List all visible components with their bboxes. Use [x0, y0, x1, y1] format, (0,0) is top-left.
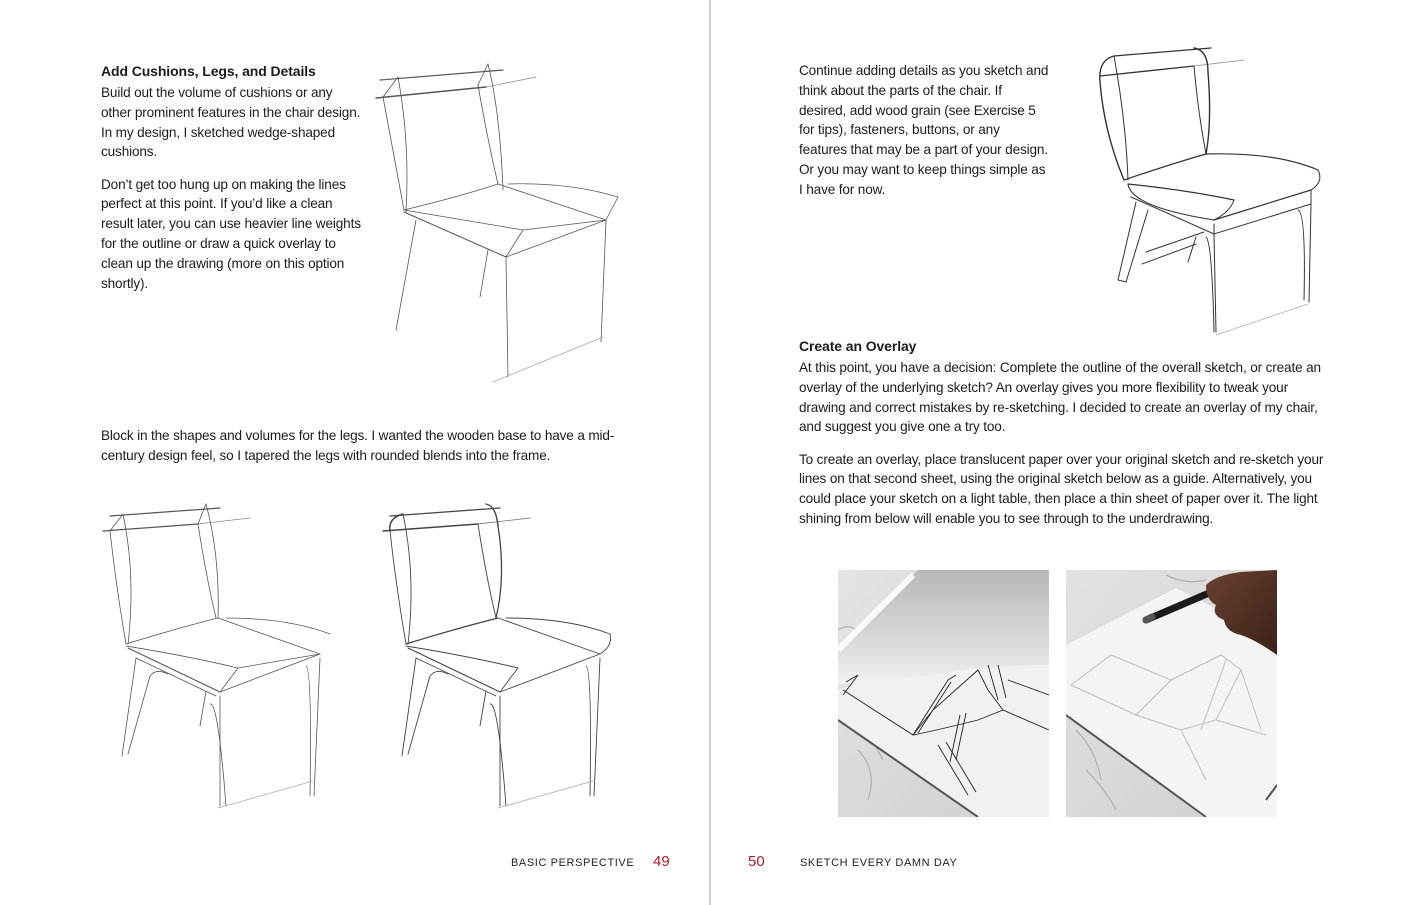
paragraph-continue-details: Continue adding details as you sketch and think about the parts of the chair. If desired, add wood grain (see Exercise 5 for tips), fasteners, buttons, or any features that may be a part of your design. Or you may want to keep things simple as I have for now. [799, 63, 1049, 197]
chair-sketch-legs-1 [98, 496, 343, 811]
chair-sketch-cushions [368, 52, 648, 387]
chair-sketch-detailed [1086, 42, 1341, 340]
running-head-left: BASIC PERSPECTIVE [511, 857, 635, 869]
photo-translucent-overlay [838, 570, 1049, 817]
chair-sketch-legs-2 [378, 496, 623, 811]
paragraph-legs: Block in the shapes and volumes for the legs. I wanted the wooden base to have a mid-century design feel, so I tapered the legs with rounded blends into the frame. [101, 428, 615, 463]
section-create-overlay [799, 335, 1329, 541]
page-number-right: 50 [748, 853, 765, 870]
section-continue-details [799, 61, 1049, 212]
right-page [711, 0, 1413, 905]
paragraph-cushions-2: Don’t get too hung up on making the lines perfect at this point. If you’d like a clean result later, you can use heavier line weights for the outline or draw a quick overlay to clean up the drawing (more on this option shortly). [101, 176, 361, 291]
photo-hand-tracing [1066, 570, 1277, 817]
paragraph-cushions-1: Build out the volume of cushions or any other prominent features in the chair design. In my design, I sketched wedge-shaped cushions. [101, 85, 361, 160]
running-head-right: SKETCH EVERY DAMN DAY [800, 857, 958, 869]
paragraph-overlay-2: To create an overlay, place translucent paper over your original sketch and re-sketch your lines on that second sheet, using the original sketch below as a guide. Alternatively, you could place your sketch on a light table, then place a thin sheet of paper over it. The light shining from below will enable you to see through to the underdrawing. [799, 451, 1324, 527]
heading-create-overlay: Create an Overlay [799, 338, 917, 354]
section-add-cushions [101, 60, 361, 306]
paragraph-overlay-1: At this point, you have a decision: Complete the outline of the overall sketch, or create an overlay of the underlying sketch? An overlay gives you more flexibility to tweak your drawing and correct mistakes by re-sketching. I decided to create an overlay of my chair, and suggest you give one a try too. [799, 360, 1321, 435]
heading-add-cushions: Add Cushions, Legs, and Details [101, 63, 316, 79]
section-legs [101, 426, 621, 478]
page-number-left: 49 [653, 853, 670, 870]
